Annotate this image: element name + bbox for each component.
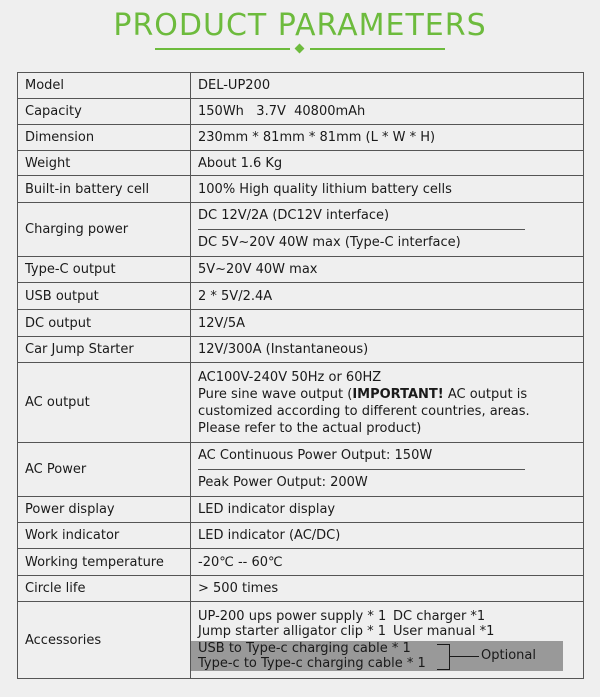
optional-label: Optional (481, 648, 536, 663)
row-label: USB output (18, 283, 191, 310)
table-row (18, 523, 584, 549)
optional-accessories (191, 641, 563, 671)
row-value (191, 602, 584, 679)
row-label: Weight (18, 151, 191, 176)
row-value: 150Wh 3.7V 40800mAh (191, 99, 584, 125)
table-row (18, 363, 584, 443)
row-value: 12V/300A (Instantaneous) (191, 337, 584, 363)
table-row (18, 337, 584, 363)
row-value: LED indicator (AC/DC) (191, 523, 584, 549)
accessory-item: Type-c to Type-c charging cable * 1 (198, 656, 426, 671)
row-value-text: AC output is (443, 386, 528, 402)
table-row (18, 257, 584, 283)
row-value: 2 * 5V/2.4A (191, 283, 584, 310)
table-row (18, 151, 584, 176)
table-row (18, 125, 584, 151)
table-row (18, 310, 584, 337)
row-value (191, 443, 584, 497)
title-divider-right (310, 48, 445, 50)
row-label: Model (18, 73, 191, 99)
row-value-line: customized according to different countries, areas. (198, 403, 530, 419)
row-value-line: Please refer to the actual product) (198, 420, 422, 436)
row-value-text: Pure sine wave output ( (198, 386, 353, 402)
table-row (18, 576, 584, 602)
row-value-line: Peak Power Output: 200W (198, 475, 368, 490)
row-value: 100% High quality lithium battery cells (191, 176, 584, 203)
row-value: DEL-UP200 (191, 73, 584, 99)
table-row (18, 176, 584, 203)
row-label: Charging power (18, 203, 191, 257)
row-label: Type-C output (18, 257, 191, 283)
row-value-line: AC Continuous Power Output: 150W (198, 448, 433, 463)
accessory-item: DC charger *1 (393, 609, 486, 624)
row-label: Circle life (18, 576, 191, 602)
parameters-table (17, 72, 584, 679)
row-label: Car Jump Starter (18, 337, 191, 363)
accessory-item: Jump starter alligator clip * 1 (198, 624, 387, 639)
row-value-line (198, 386, 583, 403)
row-label: DC output (18, 310, 191, 337)
row-value: -20℃ -- 60℃ (191, 549, 584, 576)
row-label: Capacity (18, 99, 191, 125)
title-divider-left (155, 48, 290, 50)
page-title: PRODUCT PARAMETERS (113, 8, 487, 43)
row-label: Working temperature (18, 549, 191, 576)
table-row (18, 443, 584, 497)
row-value-line: DC 12V/2A (DC12V interface) (198, 208, 390, 223)
table-row (18, 99, 584, 125)
table-row (18, 497, 584, 523)
accessory-item: USB to Type-c charging cable * 1 (198, 641, 411, 656)
row-value: LED indicator display (191, 497, 584, 523)
row-label: Built-in battery cell (18, 176, 191, 203)
important-label: IMPORTANT! (352, 386, 444, 402)
accessory-line (198, 624, 583, 639)
row-value-line: AC100V-240V 50Hz or 60HZ (198, 369, 382, 385)
row-value: 12V/5A (191, 310, 584, 337)
title-divider-diamond (295, 44, 305, 54)
bracket-connector (449, 656, 479, 657)
row-label: AC Power (18, 443, 191, 497)
row-value: About 1.6 Kg (191, 151, 584, 176)
accessory-item: UP-200 ups power supply * 1 (198, 609, 387, 624)
table-row (18, 73, 584, 99)
bracket-icon (437, 644, 450, 670)
row-value-line: DC 5V~20V 40W max (Type-C interface) (198, 235, 461, 250)
table-row (18, 283, 584, 310)
row-label: Power display (18, 497, 191, 523)
row-value: 5V~20V 40W max (191, 257, 584, 283)
row-value: 230mm * 81mm * 81mm (L * W * H) (191, 125, 584, 151)
row-label: Dimension (18, 125, 191, 151)
table-row (18, 602, 584, 679)
accessory-line (198, 609, 583, 624)
row-label: Accessories (18, 602, 191, 679)
table-row (18, 203, 584, 257)
accessory-item: User manual *1 (393, 624, 495, 639)
row-value (191, 203, 584, 257)
table-row (18, 549, 584, 576)
row-label: AC output (18, 363, 191, 443)
row-label: Work indicator (18, 523, 191, 549)
row-value: > 500 times (191, 576, 584, 602)
row-value (191, 363, 584, 443)
